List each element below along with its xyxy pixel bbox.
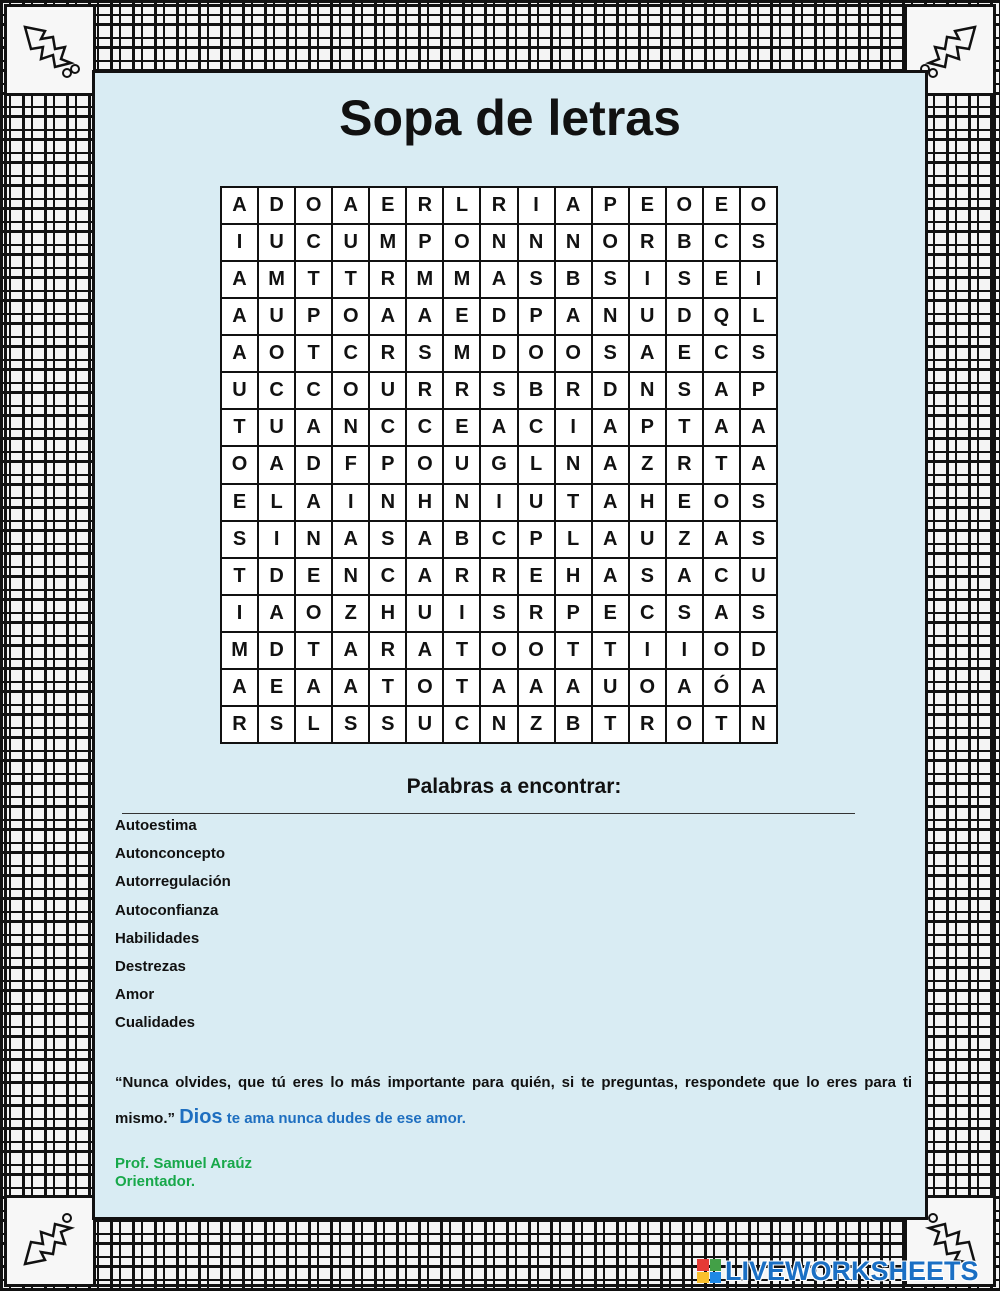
grid-cell[interactable]: E bbox=[593, 596, 628, 631]
grid-cell[interactable]: S bbox=[259, 707, 294, 742]
grid-cell[interactable]: B bbox=[444, 522, 479, 557]
signature bbox=[115, 1155, 252, 1191]
grid-cell[interactable]: E bbox=[704, 188, 739, 223]
signature-role: Orientador. bbox=[115, 1173, 196, 1190]
grid-cell[interactable]: D bbox=[259, 188, 294, 223]
grid-cell[interactable]: A bbox=[704, 373, 739, 408]
signature-name: Prof. Samuel Araúz bbox=[115, 1155, 252, 1172]
grid-cell[interactable]: U bbox=[222, 373, 257, 408]
grid-cell[interactable]: T bbox=[704, 707, 739, 742]
grid-cell[interactable]: S bbox=[667, 596, 702, 631]
grid-cell[interactable]: R bbox=[667, 447, 702, 482]
grid-cell[interactable]: O bbox=[222, 447, 257, 482]
grid-cell[interactable]: S bbox=[741, 336, 776, 371]
grid-cell[interactable]: S bbox=[407, 336, 442, 371]
grid-cell[interactable]: A bbox=[296, 410, 331, 445]
grid-cell[interactable]: P bbox=[741, 373, 776, 408]
grid-cell[interactable]: C bbox=[333, 336, 368, 371]
grid-cell[interactable]: A bbox=[593, 485, 628, 520]
grid-cell[interactable]: S bbox=[519, 262, 554, 297]
grid-cell[interactable]: O bbox=[519, 633, 554, 668]
grid-cell[interactable]: A bbox=[667, 670, 702, 705]
grid-cell[interactable]: U bbox=[519, 485, 554, 520]
grid-cell[interactable]: A bbox=[630, 336, 665, 371]
grid-cell[interactable]: A bbox=[222, 262, 257, 297]
closing-quote bbox=[115, 1066, 912, 1136]
grid-cell[interactable]: T bbox=[370, 670, 405, 705]
grid-cell[interactable]: P bbox=[593, 188, 628, 223]
grid-cell[interactable]: B bbox=[556, 707, 591, 742]
grid-cell[interactable]: O bbox=[259, 336, 294, 371]
grid-cell[interactable]: T bbox=[704, 447, 739, 482]
grid-cell[interactable]: A bbox=[667, 559, 702, 594]
grid-cell[interactable]: I bbox=[556, 410, 591, 445]
grid-cell[interactable]: A bbox=[593, 410, 628, 445]
grid-cell[interactable]: A bbox=[333, 633, 368, 668]
grid-cell[interactable]: A bbox=[333, 188, 368, 223]
grid-cell[interactable]: I bbox=[222, 225, 257, 260]
grid-cell[interactable]: M bbox=[370, 225, 405, 260]
grid-cell[interactable]: S bbox=[741, 522, 776, 557]
grid-cell[interactable]: U bbox=[407, 707, 442, 742]
grid-cell[interactable]: B bbox=[667, 225, 702, 260]
grid-cell[interactable]: A bbox=[556, 188, 591, 223]
grid-cell[interactable]: B bbox=[519, 373, 554, 408]
grid-cell[interactable]: M bbox=[444, 262, 479, 297]
grid-cell[interactable]: U bbox=[593, 670, 628, 705]
grid-cell[interactable]: R bbox=[370, 262, 405, 297]
grid-cell[interactable]: D bbox=[481, 336, 516, 371]
grid-cell[interactable]: T bbox=[333, 262, 368, 297]
grid-cell[interactable]: L bbox=[741, 299, 776, 334]
grid-cell[interactable]: S bbox=[667, 373, 702, 408]
grid-cell[interactable]: A bbox=[481, 262, 516, 297]
grid-cell[interactable]: R bbox=[407, 373, 442, 408]
grid-cell[interactable]: N bbox=[296, 522, 331, 557]
grid-cell[interactable]: O bbox=[296, 596, 331, 631]
logo-mark-square bbox=[697, 1272, 709, 1284]
grid-cell[interactable]: I bbox=[741, 262, 776, 297]
grid-cell[interactable]: H bbox=[630, 485, 665, 520]
grid-cell[interactable]: U bbox=[259, 299, 294, 334]
grid-cell[interactable]: C bbox=[481, 522, 516, 557]
logo-mark-icon bbox=[697, 1259, 721, 1283]
grid-cell[interactable]: A bbox=[333, 670, 368, 705]
grid-cell[interactable]: S bbox=[333, 707, 368, 742]
grid-cell[interactable]: C bbox=[630, 596, 665, 631]
grid-cell[interactable]: C bbox=[370, 410, 405, 445]
grid-cell[interactable]: C bbox=[704, 225, 739, 260]
grid-cell[interactable]: S bbox=[481, 373, 516, 408]
grid-cell[interactable]: T bbox=[593, 707, 628, 742]
grid-cell[interactable]: A bbox=[407, 299, 442, 334]
grid-cell[interactable]: D bbox=[259, 633, 294, 668]
liveworksheets-logo[interactable] bbox=[697, 1255, 979, 1287]
grid-cell[interactable]: N bbox=[333, 410, 368, 445]
grid-cell[interactable]: I bbox=[667, 633, 702, 668]
word-item: Autoconfianza bbox=[115, 901, 219, 919]
grid-cell[interactable]: A bbox=[556, 299, 591, 334]
grid-cell[interactable]: A bbox=[593, 559, 628, 594]
grid-cell[interactable]: D bbox=[667, 299, 702, 334]
word-item: Autorregulación bbox=[115, 873, 231, 891]
grid-cell[interactable]: A bbox=[704, 522, 739, 557]
grid-cell[interactable]: U bbox=[630, 522, 665, 557]
grid-cell[interactable]: S bbox=[593, 336, 628, 371]
grid-cell[interactable]: S bbox=[222, 522, 257, 557]
grid-cell[interactable]: E bbox=[444, 410, 479, 445]
grid-cell[interactable]: E bbox=[667, 485, 702, 520]
grid-cell[interactable]: G bbox=[481, 447, 516, 482]
grid-cell[interactable]: A bbox=[296, 485, 331, 520]
grid-cell[interactable]: E bbox=[296, 559, 331, 594]
divider bbox=[122, 813, 855, 814]
grid-cell[interactable]: A bbox=[481, 410, 516, 445]
grid-cell[interactable]: O bbox=[704, 485, 739, 520]
grid-cell[interactable]: P bbox=[556, 596, 591, 631]
grid-cell[interactable]: T bbox=[222, 410, 257, 445]
grid-cell[interactable]: U bbox=[333, 225, 368, 260]
logo-text: LIVEWORKSHEETS bbox=[725, 1256, 979, 1286]
grid-cell[interactable]: A bbox=[222, 299, 257, 334]
grid-cell[interactable]: A bbox=[704, 410, 739, 445]
grid-cell[interactable]: I bbox=[444, 596, 479, 631]
grid-cell[interactable]: D bbox=[741, 633, 776, 668]
grid-cell[interactable]: S bbox=[630, 559, 665, 594]
grid-cell[interactable]: R bbox=[630, 707, 665, 742]
grid-cell[interactable]: M bbox=[407, 262, 442, 297]
grid-cell[interactable]: R bbox=[370, 633, 405, 668]
grid-cell[interactable]: A bbox=[741, 447, 776, 482]
word-list bbox=[115, 815, 231, 1041]
grid-cell[interactable]: C bbox=[407, 410, 442, 445]
word-item: Amor bbox=[115, 986, 155, 1004]
grid-cell[interactable]: S bbox=[741, 225, 776, 260]
grid-cell[interactable]: Z bbox=[630, 447, 665, 482]
grid-cell[interactable]: C bbox=[444, 707, 479, 742]
grid-cell[interactable]: I bbox=[222, 596, 257, 631]
grid-cell[interactable]: D bbox=[593, 373, 628, 408]
grid-cell[interactable]: N bbox=[556, 225, 591, 260]
grid-cell[interactable]: R bbox=[444, 373, 479, 408]
grid-cell[interactable]: R bbox=[481, 559, 516, 594]
grid-cell[interactable]: U bbox=[630, 299, 665, 334]
grid-cell[interactable]: A bbox=[481, 670, 516, 705]
grid-cell[interactable]: S bbox=[370, 707, 405, 742]
grid-cell[interactable]: A bbox=[704, 596, 739, 631]
grid-cell[interactable]: D bbox=[481, 299, 516, 334]
grid-cell[interactable]: C bbox=[259, 373, 294, 408]
grid-cell[interactable]: U bbox=[259, 410, 294, 445]
grid-cell[interactable]: R bbox=[370, 336, 405, 371]
grid-cell[interactable]: L bbox=[296, 707, 331, 742]
grid-cell[interactable]: P bbox=[519, 522, 554, 557]
word-search-grid[interactable] bbox=[220, 186, 778, 744]
word-item: Autonconcepto bbox=[115, 845, 225, 863]
grid-cell[interactable]: I bbox=[333, 485, 368, 520]
grid-cell[interactable]: S bbox=[667, 262, 702, 297]
grid-cell[interactable]: S bbox=[370, 522, 405, 557]
grid-cell[interactable]: I bbox=[481, 485, 516, 520]
grid-cell[interactable]: A bbox=[407, 633, 442, 668]
grid-cell[interactable]: T bbox=[296, 262, 331, 297]
grid-cell[interactable]: T bbox=[444, 633, 479, 668]
page-title: Sopa de letras bbox=[339, 90, 681, 146]
grid-cell[interactable]: M bbox=[444, 336, 479, 371]
grid-cell[interactable]: Z bbox=[333, 596, 368, 631]
grid-cell[interactable]: E bbox=[704, 262, 739, 297]
grid-cell[interactable]: N bbox=[370, 485, 405, 520]
grid-cell[interactable]: Z bbox=[519, 707, 554, 742]
word-item: Cualidades bbox=[115, 1014, 196, 1032]
grid-cell[interactable]: E bbox=[370, 188, 405, 223]
grid-cell[interactable]: A bbox=[222, 188, 257, 223]
grid-cell[interactable]: A bbox=[556, 670, 591, 705]
grid-cell[interactable]: A bbox=[593, 447, 628, 482]
grid-cell[interactable]: E bbox=[667, 336, 702, 371]
grid-cell[interactable]: P bbox=[370, 447, 405, 482]
grid-cell[interactable]: C bbox=[296, 373, 331, 408]
grid-cell[interactable]: O bbox=[519, 336, 554, 371]
grid-cell[interactable]: O bbox=[444, 225, 479, 260]
grid-cell[interactable]: N bbox=[519, 225, 554, 260]
grid-cell[interactable]: P bbox=[630, 410, 665, 445]
grid-cell[interactable]: T bbox=[556, 633, 591, 668]
logo-mark-square bbox=[697, 1259, 709, 1271]
grid-cell[interactable]: L bbox=[556, 522, 591, 557]
grid-cell[interactable]: A bbox=[593, 522, 628, 557]
grid-cell[interactable]: C bbox=[370, 559, 405, 594]
grid-cell[interactable]: O bbox=[593, 225, 628, 260]
word-item: Habilidades bbox=[115, 929, 200, 947]
grid-cell[interactable]: B bbox=[556, 262, 591, 297]
grid-cell[interactable]: C bbox=[519, 410, 554, 445]
grid-cell[interactable]: R bbox=[630, 225, 665, 260]
grid-cell[interactable]: Z bbox=[667, 522, 702, 557]
grid-cell[interactable]: A bbox=[741, 670, 776, 705]
grid-cell[interactable]: O bbox=[333, 299, 368, 334]
grid-cell[interactable]: U bbox=[444, 447, 479, 482]
holly-corner-top-left bbox=[4, 4, 96, 96]
holly-leaf-icon bbox=[15, 15, 85, 85]
grid-cell[interactable]: E bbox=[519, 559, 554, 594]
grid-cell[interactable]: P bbox=[407, 225, 442, 260]
logo-mark-square bbox=[710, 1259, 722, 1271]
grid-cell[interactable]: R bbox=[407, 188, 442, 223]
quote-text: “Nunca olvides, que tú eres lo más importante para quién, si te preguntas, respondete que lo eres para ti mismo.” bbox=[115, 1074, 912, 1127]
grid-cell[interactable]: U bbox=[407, 596, 442, 631]
word-item: Autoestima bbox=[115, 817, 197, 834]
grid-cell[interactable]: Ó bbox=[704, 670, 739, 705]
grid-cell[interactable]: N bbox=[333, 559, 368, 594]
grid-cell[interactable]: S bbox=[741, 596, 776, 631]
grid-cell[interactable]: L bbox=[259, 485, 294, 520]
grid-cell[interactable]: A bbox=[519, 670, 554, 705]
grid-cell[interactable]: E bbox=[630, 188, 665, 223]
grid-cell[interactable]: T bbox=[296, 336, 331, 371]
grid-cell[interactable]: M bbox=[259, 262, 294, 297]
grid-cell[interactable]: T bbox=[444, 670, 479, 705]
grid-cell[interactable]: T bbox=[296, 633, 331, 668]
grid-cell[interactable]: N bbox=[481, 225, 516, 260]
grid-cell[interactable]: E bbox=[259, 670, 294, 705]
grid-cell[interactable]: H bbox=[556, 559, 591, 594]
grid-cell[interactable]: A bbox=[259, 447, 294, 482]
grid-cell[interactable]: O bbox=[481, 633, 516, 668]
grid-cell[interactable]: U bbox=[741, 559, 776, 594]
grid-cell[interactable]: O bbox=[333, 373, 368, 408]
grid-cell[interactable]: F bbox=[333, 447, 368, 482]
grid-cell[interactable]: N bbox=[593, 299, 628, 334]
grid-cell[interactable]: S bbox=[593, 262, 628, 297]
grid-cell[interactable]: R bbox=[519, 596, 554, 631]
grid-cell[interactable]: T bbox=[222, 559, 257, 594]
grid-cell[interactable]: E bbox=[222, 485, 257, 520]
grid-cell[interactable]: C bbox=[296, 225, 331, 260]
grid-cell[interactable]: O bbox=[667, 188, 702, 223]
grid-cell[interactable]: N bbox=[556, 447, 591, 482]
grid-cell[interactable]: O bbox=[704, 633, 739, 668]
quote-ending: te ama nunca dudes de ese amor. bbox=[226, 1110, 466, 1127]
grid-cell[interactable]: L bbox=[519, 447, 554, 482]
grid-cell[interactable]: R bbox=[222, 707, 257, 742]
grid-cell[interactable]: P bbox=[296, 299, 331, 334]
grid-cell[interactable]: A bbox=[296, 670, 331, 705]
grid-cell[interactable]: R bbox=[444, 559, 479, 594]
grid-cell[interactable]: A bbox=[333, 522, 368, 557]
grid-cell[interactable]: O bbox=[296, 188, 331, 223]
grid-cell[interactable]: S bbox=[481, 596, 516, 631]
grid-cell[interactable]: A bbox=[222, 336, 257, 371]
grid-cell[interactable]: D bbox=[296, 447, 331, 482]
grid-cell[interactable]: D bbox=[259, 559, 294, 594]
grid-cell[interactable]: A bbox=[407, 559, 442, 594]
grid-cell[interactable]: C bbox=[704, 559, 739, 594]
grid-cell[interactable]: N bbox=[630, 373, 665, 408]
grid-cell[interactable]: H bbox=[407, 485, 442, 520]
grid-cell[interactable]: T bbox=[556, 485, 591, 520]
grid-cell[interactable]: I bbox=[630, 262, 665, 297]
grid-cell[interactable]: A bbox=[259, 596, 294, 631]
grid-cell[interactable]: T bbox=[667, 410, 702, 445]
grid-cell[interactable]: N bbox=[444, 485, 479, 520]
grid-cell[interactable]: L bbox=[444, 188, 479, 223]
grid-cell[interactable]: E bbox=[444, 299, 479, 334]
grid-cell[interactable]: O bbox=[667, 707, 702, 742]
grid-cell[interactable]: M bbox=[222, 633, 257, 668]
grid-cell[interactable]: I bbox=[519, 188, 554, 223]
grid-cell[interactable]: R bbox=[556, 373, 591, 408]
grid-cell[interactable]: O bbox=[630, 670, 665, 705]
grid-cell[interactable]: C bbox=[704, 336, 739, 371]
grid-cell[interactable]: U bbox=[370, 373, 405, 408]
word-item: Destrezas bbox=[115, 957, 186, 975]
grid-cell[interactable]: N bbox=[741, 707, 776, 742]
grid-cell[interactable]: A bbox=[222, 670, 257, 705]
grid-cell[interactable]: U bbox=[259, 225, 294, 260]
words-heading: Palabras a encontrar: bbox=[406, 775, 622, 798]
grid-cell[interactable]: O bbox=[741, 188, 776, 223]
grid-cell[interactable]: O bbox=[407, 447, 442, 482]
grid-cell[interactable]: A bbox=[741, 410, 776, 445]
grid-cell[interactable]: A bbox=[370, 299, 405, 334]
grid-cell[interactable]: O bbox=[407, 670, 442, 705]
grid-cell[interactable]: S bbox=[741, 485, 776, 520]
holly-leaf-icon bbox=[15, 1206, 85, 1276]
grid-cell[interactable]: I bbox=[630, 633, 665, 668]
grid-cell[interactable]: T bbox=[593, 633, 628, 668]
holly-corner-bottom-left bbox=[4, 1195, 96, 1287]
grid-cell[interactable]: N bbox=[481, 707, 516, 742]
grid-cell[interactable]: A bbox=[407, 522, 442, 557]
grid-cell[interactable]: P bbox=[519, 299, 554, 334]
grid-cell[interactable]: H bbox=[370, 596, 405, 631]
grid-cell[interactable]: I bbox=[259, 522, 294, 557]
quote-dios: Dios bbox=[179, 1106, 223, 1128]
grid-cell[interactable]: R bbox=[481, 188, 516, 223]
grid-cell[interactable]: Q bbox=[704, 299, 739, 334]
logo-mark-square bbox=[710, 1272, 722, 1284]
grid-cell[interactable]: O bbox=[556, 336, 591, 371]
